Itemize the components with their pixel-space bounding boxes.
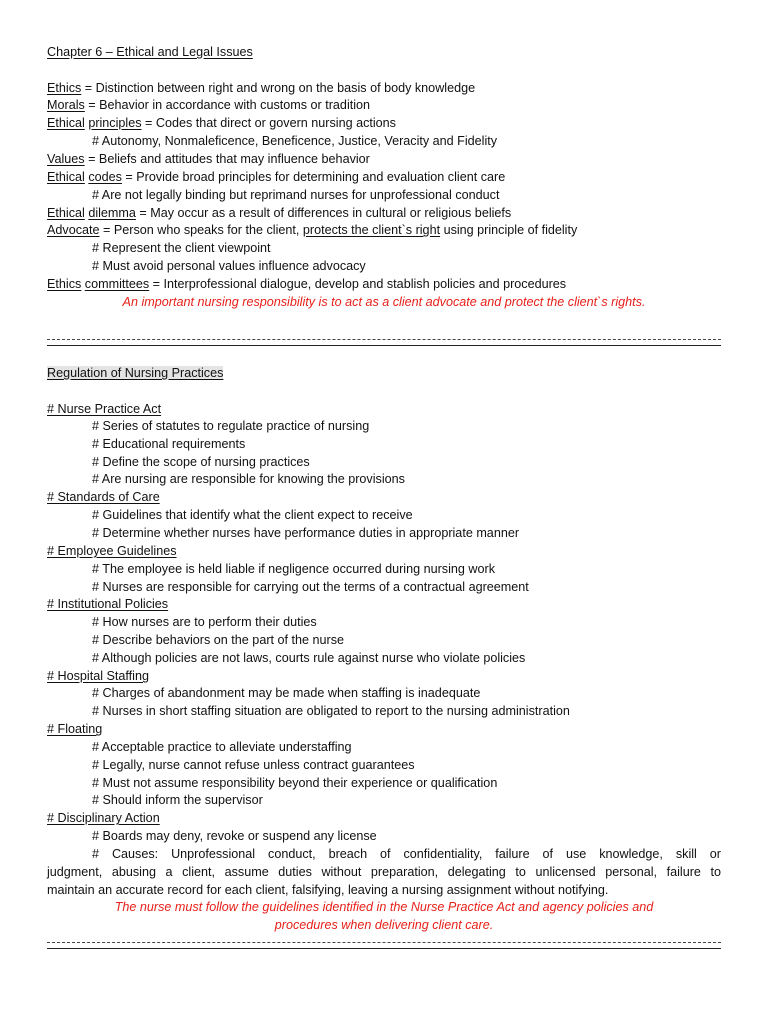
codes-note: # Are not legally binding but reprimand nurses for unprofessional conduct bbox=[92, 188, 500, 202]
regulation-highlight-line: The nurse must follow the guidelines identified in the Nurse Practice Act and agency policies and bbox=[114, 900, 654, 914]
term-values: Values bbox=[47, 152, 85, 166]
list-item: # Define the scope of nursing practices bbox=[92, 455, 310, 469]
list-item: # Series of statutes to regulate practice of nursing bbox=[92, 419, 370, 433]
section-title-text: Regulation of Nursing Practices bbox=[47, 366, 224, 380]
list-item: # Are nursing are responsible for knowing the provisions bbox=[92, 472, 405, 486]
list-item: # Educational requirements bbox=[92, 437, 246, 451]
term-ethical: Ethical bbox=[47, 116, 85, 130]
list-item: # Must not assume responsibility beyond their experience or qualification bbox=[92, 776, 498, 790]
list-item: # Nurses in short staffing situation are obligated to report to the nursing administration bbox=[92, 704, 570, 718]
definition-text: = Provide broad principles for determining and evaluation client care bbox=[121, 170, 506, 184]
ethical-dilemma-definition bbox=[47, 205, 721, 222]
chapter-title: Chapter 6 – Ethical and Legal Issues bbox=[47, 45, 253, 59]
values-definition bbox=[47, 151, 721, 168]
ethics-highlight: An important nursing responsibility is to act as a client advocate and protect the client`s rights. bbox=[122, 295, 646, 309]
term-morals: Morals bbox=[47, 98, 85, 112]
definition-text: = Person who speaks for the client, bbox=[99, 223, 303, 237]
morals-definition bbox=[47, 97, 721, 114]
ethics-committees-definition bbox=[47, 276, 721, 293]
advocate-note: # Represent the client viewpoint bbox=[92, 241, 271, 255]
definition-text: using principle of fidelity bbox=[440, 223, 578, 237]
subsection-heading: # Institutional Policies bbox=[47, 597, 169, 611]
subsection-heading: # Disciplinary Action bbox=[47, 811, 160, 825]
regulation-section-title bbox=[47, 365, 721, 382]
term-principles: principles bbox=[88, 116, 142, 130]
definition-text: = Codes that direct or govern nursing actions bbox=[141, 116, 396, 130]
term-ethical: Ethical bbox=[47, 170, 85, 184]
causes-paragraph-line: maintain an accurate record for each client, falsifying, leaving a nursing assignment without notifying. bbox=[47, 883, 609, 897]
list-item: # Charges of abandonment may be made when staffing is inadequate bbox=[92, 686, 481, 700]
list-item: # Determine whether nurses have performance duties in appropriate manner bbox=[92, 526, 520, 540]
list-item: # Should inform the supervisor bbox=[92, 793, 263, 807]
subsection-heading: # Floating bbox=[47, 722, 103, 736]
principles-list: # Autonomy, Nonmaleficence, Beneficence, Justice, Veracity and Fidelity bbox=[92, 134, 498, 148]
ethical-principles-definition bbox=[47, 115, 721, 132]
list-item: # Boards may deny, revoke or suspend any license bbox=[92, 829, 377, 843]
section-divider bbox=[47, 942, 721, 949]
advocate-definition bbox=[47, 222, 721, 239]
advocate-note: # Must avoid personal values influence advocacy bbox=[92, 259, 366, 273]
subsection-heading: # Employee Guidelines bbox=[47, 544, 177, 558]
term-committees: committees bbox=[84, 277, 150, 291]
term-dilemma: dilemma bbox=[88, 206, 136, 220]
definition-text: = May occur as a result of differences in cultural or religious beliefs bbox=[135, 206, 512, 220]
list-item: # Acceptable practice to alleviate understaffing bbox=[92, 740, 352, 754]
list-item: # Legally, nurse cannot refuse unless contract guarantees bbox=[92, 758, 415, 772]
subsection-heading: # Standards of Care bbox=[47, 490, 160, 504]
term-ethics: Ethics bbox=[47, 81, 82, 95]
term-ethics: Ethics bbox=[47, 277, 82, 291]
list-item: # How nurses are to perform their duties bbox=[92, 615, 317, 629]
term-ethical: Ethical bbox=[47, 206, 85, 220]
ethics-definition bbox=[47, 80, 721, 97]
definition-text: = Interprofessional dialogue, develop and stablish policies and procedures bbox=[149, 277, 567, 291]
definition-text: = Behavior in accordance with customs or tradition bbox=[84, 98, 371, 112]
section-divider bbox=[47, 339, 721, 346]
regulation-highlight-line: procedures when delivering client care. bbox=[274, 918, 494, 932]
causes-paragraph-line: # Causes: Unprofessional conduct, breach of confidentiality, failure of use knowledge, skill or bbox=[92, 847, 721, 861]
definition-text: = Beliefs and attitudes that may influence behavior bbox=[84, 152, 370, 166]
list-item: # Although policies are not laws, courts rule against nurse who violate policies bbox=[92, 651, 526, 665]
causes-paragraph-line: judgment, abusing a client, assume duties without preparation, delegating to unlicensed personal, failure to bbox=[47, 865, 721, 879]
list-item: # Describe behaviors on the part of the nurse bbox=[92, 633, 345, 647]
definition-text: = Distinction between right and wrong on the basis of body knowledge bbox=[81, 81, 476, 95]
term-codes: codes bbox=[88, 170, 122, 184]
subsection-heading: # Nurse Practice Act bbox=[47, 402, 162, 416]
subsection-heading: # Hospital Staffing bbox=[47, 669, 149, 683]
list-item: # Guidelines that identify what the client expect to receive bbox=[92, 508, 413, 522]
ethical-codes-definition bbox=[47, 169, 721, 186]
list-item: # The employee is held liable if negligence occurred during nursing work bbox=[92, 562, 495, 576]
list-item: # Nurses are responsible for carrying out the terms of a contractual agreement bbox=[92, 580, 529, 594]
term-advocate: Advocate bbox=[47, 223, 100, 237]
advocate-underlined-phrase: protects the client`s right bbox=[302, 223, 441, 237]
